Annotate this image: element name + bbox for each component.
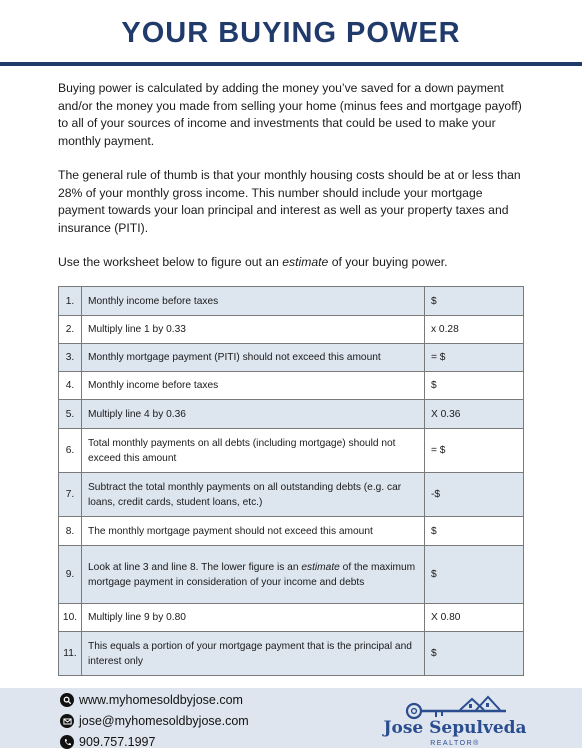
line-value: $ [425, 287, 524, 316]
line-number: 1. [59, 287, 82, 316]
line-description: Monthly income before taxes [82, 372, 425, 400]
intro-paragraph-1: Buying power is calculated by adding the money you’ve saved for a down payment and/or the money you made from selling your home (minus fees and mortgage payoff) to all of your sources of income and investments that could be used to make your monthly payment. [58, 81, 522, 148]
brand-subtitle: REALTOR® [430, 740, 480, 747]
intro-paragraph-2: The general rule of thumb is that your monthly housing costs should be at or less than 28% of your monthly gross income. This number should include your mortgage payment towards your loan principal and interest as well as your property taxes and insurance (PITI). [58, 168, 521, 235]
phone-text: 909.757.1997 [79, 735, 156, 749]
line-number: 10. [59, 604, 82, 632]
line-description: Monthly income before taxes [82, 287, 425, 316]
line-value: = $ [425, 429, 524, 473]
line-number: 2. [59, 316, 82, 344]
line-value: $ [425, 372, 524, 400]
line-description: Multiply line 9 by 0.80 [82, 604, 425, 632]
line-number: 7. [59, 473, 82, 517]
table-row [59, 400, 524, 429]
line-number: 3. [59, 344, 82, 372]
title-divider [0, 62, 582, 66]
line-number: 6. [59, 429, 82, 473]
email-icon [60, 714, 74, 728]
table-row [59, 632, 524, 676]
line-9-emphasis: estimate [301, 561, 340, 573]
email-text: jose@myhomesoldbyjose.com [79, 714, 249, 728]
line-9-text-before: Look at line 3 and line 8. The lower figure is an [88, 561, 302, 573]
line-number: 11. [59, 632, 82, 676]
line-description: Monthly mortgage payment (PITI) should not exceed this amount [82, 344, 425, 372]
line-description: Multiply line 4 by 0.36 [82, 400, 425, 429]
line-description: This equals a portion of your mortgage payment that is the principal and interest only [82, 632, 425, 676]
table-row [59, 473, 524, 517]
table-row [59, 287, 524, 316]
table-row [59, 546, 524, 604]
line-9-text-after: of the maximum mortgage payment in consideration of your income and debts [88, 561, 416, 588]
line-description: The monthly mortgage payment should not exceed this amount [82, 517, 425, 546]
table-row [59, 344, 524, 372]
line-description: Subtract the total monthly payments on all outstanding debts (e.g. car loans, credit cards, student loans, etc.) [82, 473, 425, 517]
website-text: www.myhomesoldbyjose.com [79, 693, 243, 707]
contact-phone[interactable] [60, 735, 155, 749]
line-number: 5. [59, 400, 82, 429]
intro-p3-after: of your buying power. [328, 255, 448, 269]
line-description: Total monthly payments on all debts (including mortgage) should not exceed this amount [82, 429, 425, 473]
intro-p3-before: Use the worksheet below to figure out an [58, 255, 283, 269]
line-description [82, 546, 425, 604]
table-row [59, 429, 524, 473]
brand-name: Jose Sepulveda [383, 718, 527, 738]
brand-logo [380, 692, 540, 748]
page-title: YOUR BUYING POWER [121, 17, 461, 49]
line-number: 9. [59, 546, 82, 604]
line-number: 8. [59, 517, 82, 546]
line-value: $ [425, 632, 524, 676]
table-row [59, 517, 524, 546]
line-value: X 0.36 [425, 400, 524, 429]
line-value: = $ [425, 344, 524, 372]
intro-paragraph-3 [58, 254, 524, 272]
line-value: x 0.28 [425, 316, 524, 344]
table-row [59, 372, 524, 400]
line-value: $ [425, 546, 524, 604]
search-icon [60, 693, 74, 707]
line-value: $ [425, 517, 524, 546]
line-description: Multiply line 1 by 0.33 [82, 316, 425, 344]
phone-icon [60, 735, 74, 749]
line-value: X 0.80 [425, 604, 524, 632]
contact-email[interactable] [60, 714, 249, 728]
table-row [59, 604, 524, 632]
contact-website[interactable] [60, 693, 243, 707]
table-row [59, 316, 524, 344]
worksheet-table [58, 286, 524, 676]
intro-p3-emphasis: estimate [282, 255, 329, 269]
line-number: 4. [59, 372, 82, 400]
line-value: -$ [425, 473, 524, 517]
intro-text [0, 80, 582, 272]
